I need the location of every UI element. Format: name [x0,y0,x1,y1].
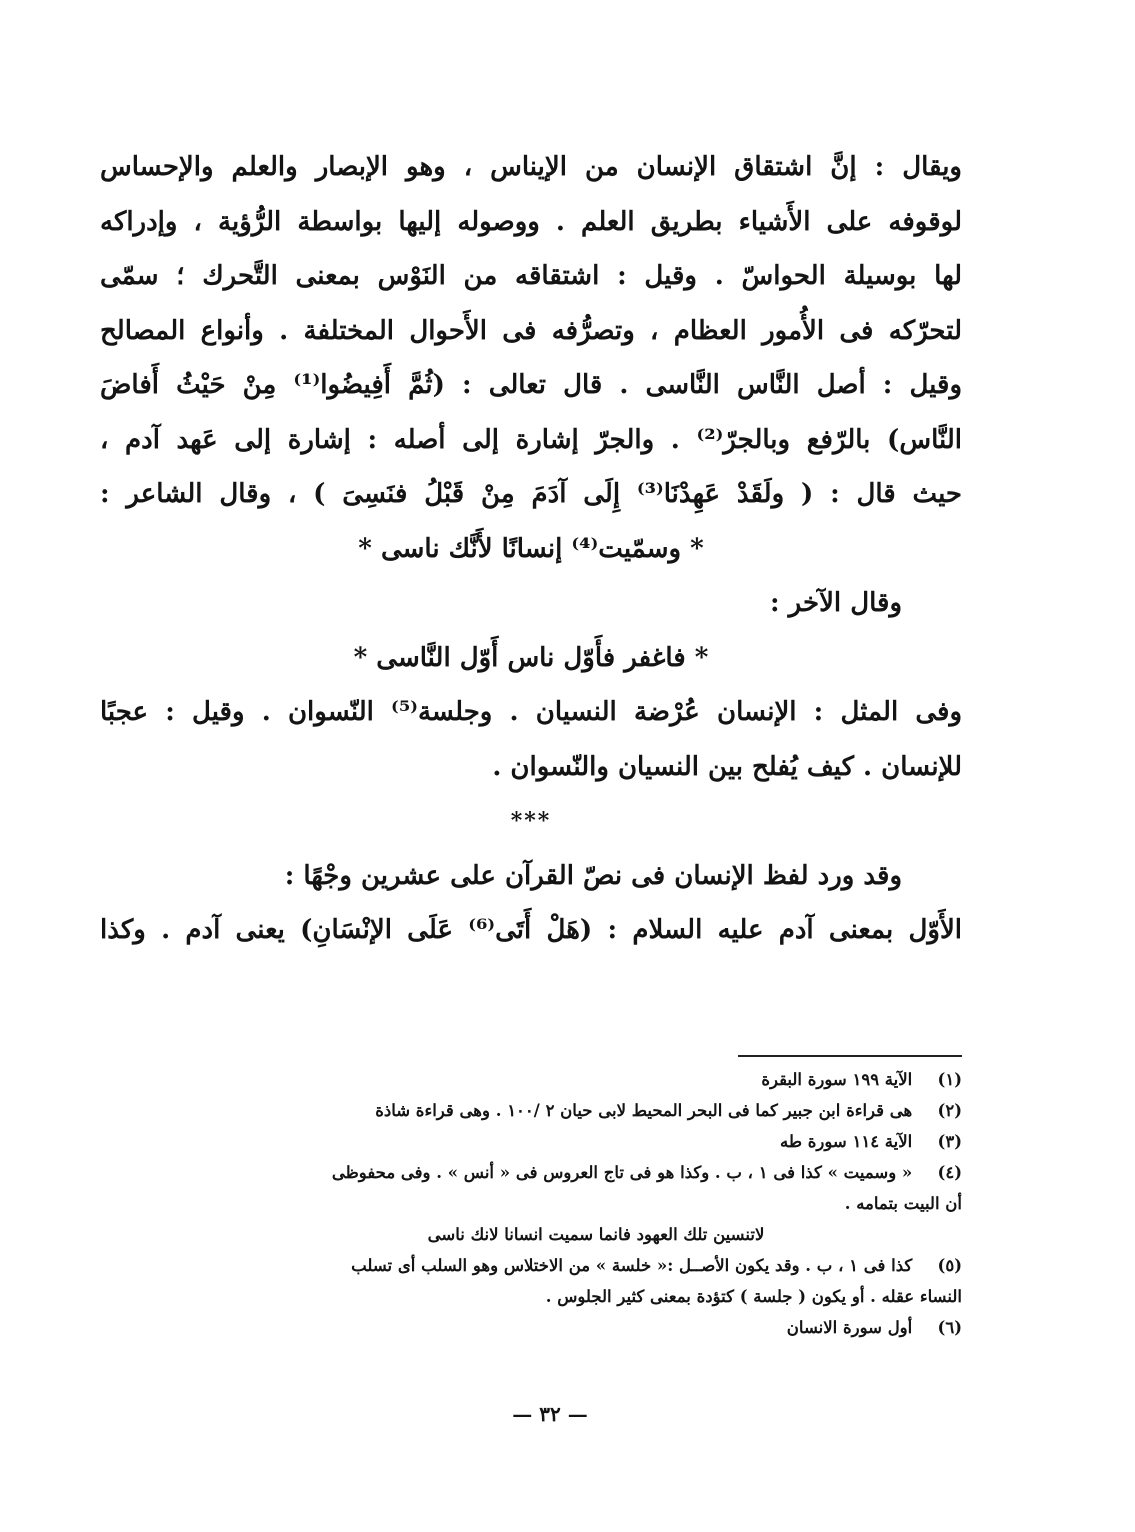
text-line: لها بوسيلة الحواسّ . وقيل : اشتقاقه من النَوْس بمعنى التَّحرك ؛ سمّى [100,261,962,291]
footnote-divider [738,1055,962,1057]
footnote-text: الآية ١٩٩ سورة البقرة [761,1070,913,1089]
footnote-number: (٦) [937,1318,962,1337]
footnote-text: أول سورة الانسان [786,1318,913,1337]
footnote [110,1095,962,1126]
text-line: وقد ورد لفظ الإنسان فى نصّ القرآن على عشرين وجْهًا : [284,860,902,891]
main-text [100,140,962,958]
text-line: لوقوفه على الأَشياء بطريق العلم . ووصوله إليها بواسطة الرُّؤية ، وإدراكه [100,206,962,237]
footnote [110,1312,962,1343]
footnote-verse: لاتنسين تلك العهود فانما سميت انسانا لانك ناسى [427,1225,765,1244]
proverb-line: للإنسان . كيف يُفلح بين النسيان والنّسوان . [492,751,962,782]
section-separator: *** [510,808,552,834]
footnotes [110,1064,962,1343]
page-number: — ٣٢ — [512,1402,588,1426]
footnote-number: (٥) [937,1256,962,1275]
footnote-text: الآية ١١٤ سورة طه [780,1132,913,1151]
text-line: وقال الآخر : [770,588,902,618]
footnote-continuation: أن البيت بتمامه . [844,1194,962,1213]
text-line: النَّاس) بالرّفع وبالجرّ⁽²⁾ . والجرّ إشارة إلى أصله : إشارة إلى عَهد آدم ، [100,424,962,455]
footnote-number: (٣) [937,1132,962,1151]
footnote [110,1126,962,1157]
text-line: الأَوّل بمعنى آدم عليه السلام : (هَلْ أَتَى⁽⁶⁾ عَلَى الإنْسَانِ) يعنى آدم . وكذا [100,915,962,945]
footnote-number: (٤) [937,1163,962,1182]
footnote [110,1064,962,1095]
text-line: ويقال : إنَّ اشتقاق الإنسان من الإيناس ، وهو الإبصار والعلم والإحساس [100,152,962,182]
text-line: وقيل : أصل النَّاس النَّاسى . قال تعالى : (ثُمَّ أَفِيضُوا⁽¹⁾ مِنْ حَيْثُ أَفاضَ [100,370,962,400]
footnote-text: « وسميت » كذا فى ١ ، ب . وكذا هو فى تاج العروس فى « أنس » . وفى محفوظى [331,1163,913,1182]
footnote-number: (٢) [937,1101,962,1120]
footnote [110,1157,962,1188]
poetry-verse: * وسمّيت⁽⁴⁾ إنسانًا لأَنَّك ناسى * [358,533,704,564]
poetry-verse: * فاغفر فأَوّل ناس أَوّل النَّاسى * [353,642,709,673]
footnote-text: كذا فى ١ ، ب . وقد يكون الأصــل :« خلسة » من الاختلاس وهو السلب أى تسلب [351,1256,913,1275]
footnote-continuation: النساء عقله . أو يكون ( جلسة ) كتؤدة بمعنى كثير الجلوس . [545,1287,962,1306]
text-line: لتحرّكه فى الأُمور العظام ، وتصرُّفه فى الأَحوال المختلفة . وأنواع المصالح [100,315,962,346]
proverb-line: وفى المثل : الإنسان عُرْضة النسيان . وجلسة⁽⁵⁾ النّسوان . وقيل : عجبًا [100,697,962,727]
text-line: حيث قال : ( ولَقَدْ عَهِدْنَا⁽³⁾ إِلَى آدَمَ مِنْ قَبْلُ فنَسِىَ ) ، وقال الشاعر : [100,479,962,509]
footnote-number: (١) [937,1070,962,1089]
footnote-text: هى قراءة ابن جبير كما فى البحر المحيط لابى حيان ٢ /١٠٠ . وهى قراءة شاذة [375,1101,913,1120]
footnote [110,1250,962,1281]
